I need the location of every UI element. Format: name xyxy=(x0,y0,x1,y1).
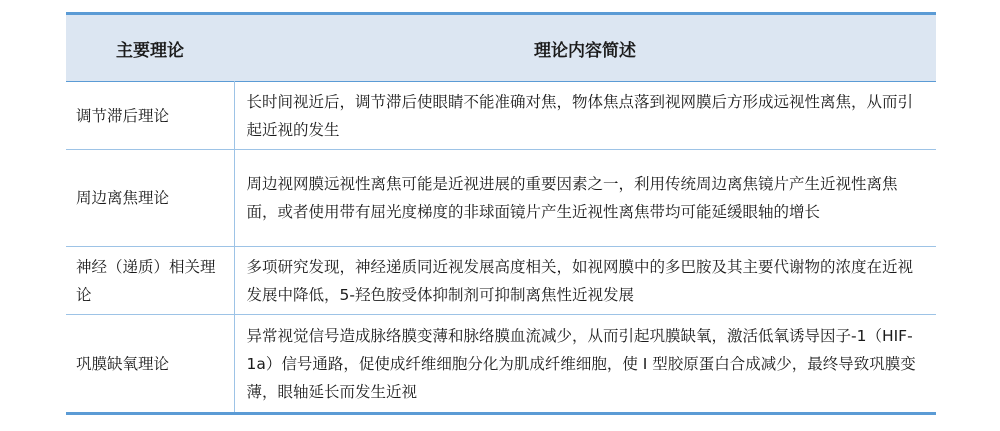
table-body xyxy=(66,82,936,414)
theory-name: 周边离焦理论 xyxy=(66,150,234,247)
theory-description: 异常视觉信号造成脉络膜变薄和脉络膜血流减少，从而引起巩膜缺氧，激活低氧诱导因子-1（HIF-1a）信号通路，促使成纤维细胞分化为肌成纤维细胞，使 I 型胶原蛋白合成减少，最终导致巩膜变薄，眼轴延长而发生近视 xyxy=(246,326,916,401)
header-main-theory: 主要理论 xyxy=(116,40,184,61)
theory-name: 神经（递质）相关理论 xyxy=(66,247,234,315)
table-row xyxy=(66,150,936,247)
theory-name: 调节滞后理论 xyxy=(66,82,234,150)
theory-description: 长时间视近后，调节滞后使眼睛不能准确对焦，物体焦点落到视网膜后方形成远视性离焦，从而引起近视的发生 xyxy=(246,92,914,139)
table-header xyxy=(66,14,936,82)
theory-table xyxy=(66,12,936,415)
table-row xyxy=(66,247,936,315)
theory-table-container xyxy=(66,12,936,415)
theory-description: 多项研究发现，神经递质同近视发展高度相关，如视网膜中的多巴胺及其主要代谢物的浓度在近视发展中降低，5-羟色胺受体抑制剂可抑制离焦性近视发展 xyxy=(246,257,914,304)
theory-description: 周边视网膜远视性离焦可能是近视进展的重要因素之一，利用传统周边离焦镜片产生近视性离焦面，或者使用带有屈光度梯度的非球面镜片产生近视性离焦带均可能延缓眼轴的增长 xyxy=(246,175,898,221)
header-row xyxy=(66,14,936,82)
table-row xyxy=(66,315,936,414)
header-theory-summary: 理论内容简述 xyxy=(534,40,636,61)
table-row xyxy=(66,82,936,150)
theory-name: 巩膜缺氧理论 xyxy=(66,315,234,414)
